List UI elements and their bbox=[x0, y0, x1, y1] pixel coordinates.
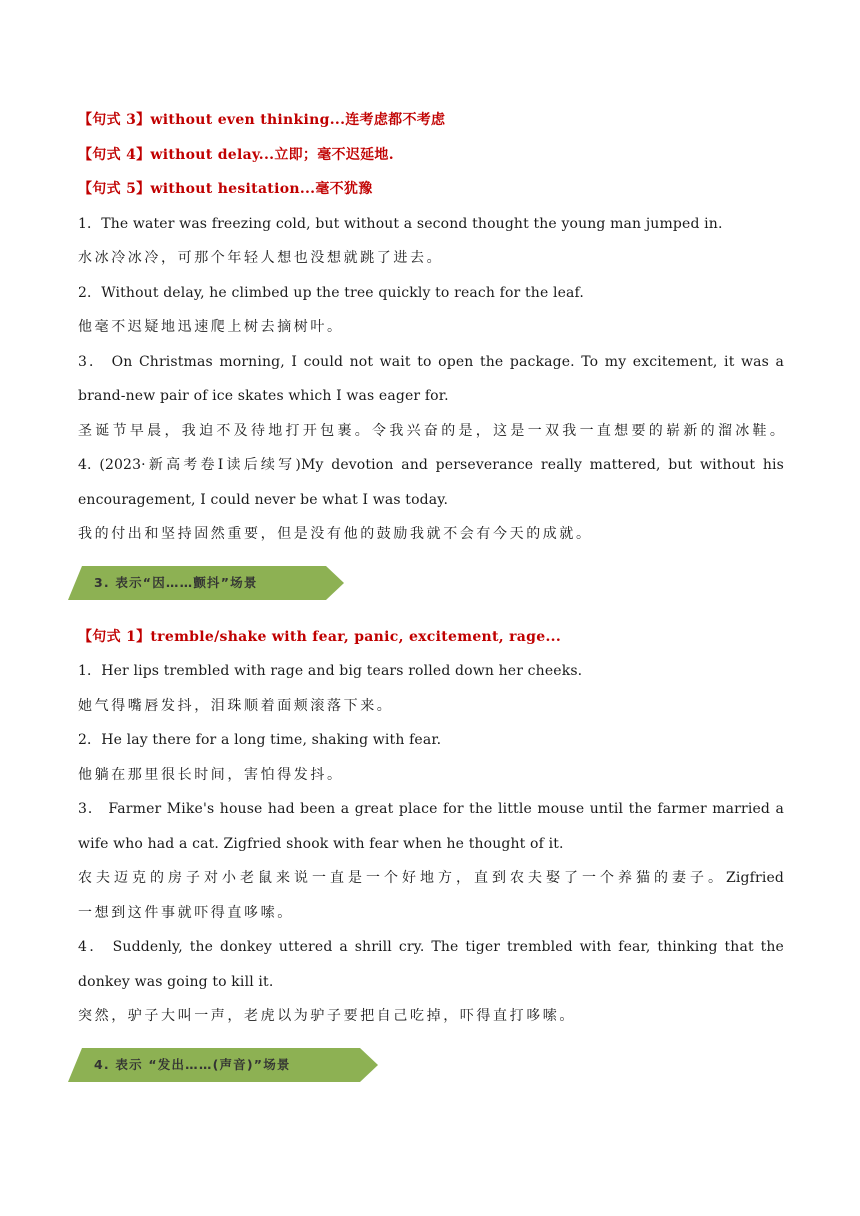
section-banner bbox=[78, 1034, 784, 1102]
example-english: 3． On Christmas morning, I could not wait to open the package. To my excitement, it was a bbox=[78, 353, 784, 370]
banner-title: 4. 表示 “发出……(声音)”场景 bbox=[94, 1056, 291, 1072]
example-english: 1．The water was freezing cold, but without a second thought the young man jumped in. bbox=[78, 215, 723, 232]
example-english: encouragement, I could never be what I was today. bbox=[78, 491, 449, 508]
example-chinese: 一想到这件事就吓得直哆嗦。 bbox=[78, 904, 294, 921]
example-chinese: 圣诞节早晨，我迫不及待地打开包裹。令我兴奋的是，这是一双我一直想要的崭新的溜冰鞋。 bbox=[78, 422, 784, 439]
example-chinese: 水冰冷冰冷，可那个年轻人想也没想就跳了进去。 bbox=[78, 250, 444, 266]
example-english: donkey was going to kill it. bbox=[78, 973, 274, 990]
example-english: wife who had a cat. Zigfried shook with fear when he thought of it. bbox=[78, 835, 564, 852]
example-chinese: 我的付出和坚持固然重要，但是没有他的鼓励我就不会有今天的成就。 bbox=[78, 526, 593, 542]
example-chinese: 他躺在那里很长时间，害怕得发抖。 bbox=[78, 766, 344, 783]
section-banner bbox=[78, 552, 784, 620]
pattern-heading: 【句式 3】without even thinking...连考虑都不考虑 bbox=[78, 112, 446, 128]
example-english: brand-new pair of ice skates which I was eager for. bbox=[78, 388, 449, 404]
example-chinese: 她气得嘴唇发抖，泪珠顺着面颊滚落下来。 bbox=[78, 697, 394, 714]
example-chinese: 突然，驴子大叫一声，老虎以为驴子要把自己吃掉，吓得直打哆嗦。 bbox=[78, 1008, 576, 1024]
example-english: 2．He lay there for a long time, shaking with fear. bbox=[78, 732, 442, 748]
document-page bbox=[78, 103, 784, 1102]
example-english: 3． Farmer Mike's house had been a great place for the little mouse until the farmer married a bbox=[78, 801, 784, 817]
pattern-heading: 【句式 1】tremble/shake with fear, panic, excitement, rage... bbox=[78, 628, 561, 645]
example-english: 4. (2023·新高考卷Ⅰ读后续写)My devotion and perseverance really mattered, but without his bbox=[78, 457, 784, 473]
pattern-heading: 【句式 5】without hesitation...毫不犹豫 bbox=[78, 181, 373, 197]
example-chinese: 农夫迈克的房子对小老鼠来说一直是一个好地方，直到农夫娶了一个养猫的妻子。Zigfried bbox=[78, 870, 784, 886]
example-english: 2．Without delay, he climbed up the tree quickly to reach for the leaf. bbox=[78, 284, 584, 301]
example-english: 1．Her lips trembled with rage and big tears rolled down her cheeks. bbox=[78, 663, 583, 679]
example-english: 4． Suddenly, the donkey uttered a shrill cry. The tiger trembled with fear, thinking that the bbox=[78, 939, 784, 955]
pattern-heading: 【句式 4】without delay...立即；毫不迟延地. bbox=[78, 146, 394, 163]
example-chinese: 他毫不迟疑地迅速爬上树去摘树叶。 bbox=[78, 319, 344, 335]
banner-title: 3. 表示“因……颤抖”场景 bbox=[94, 574, 258, 590]
